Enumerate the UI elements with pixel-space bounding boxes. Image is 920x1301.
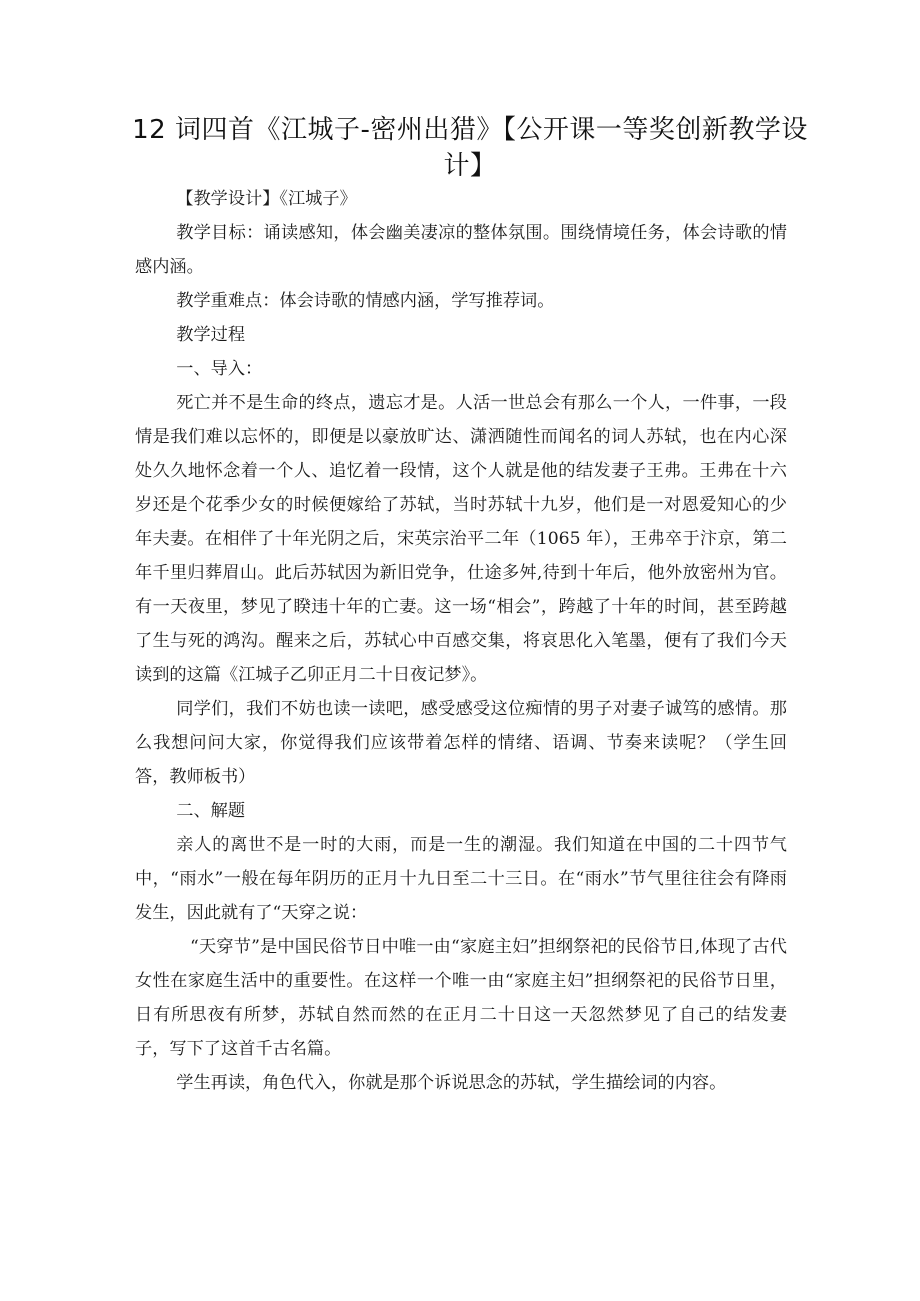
paragraph-tianchuan-festival: “天穿节”是中国民俗节日中唯一由“家庭主妇”担纲祭祀的民俗节日,体现了古代女性在家庭生活中的重要性。在这样一个唯一由“家庭主妇”担纲祭祀的民俗节日里，日有所思夜有所梦，苏轼自然而然的在正月二十日这一天忽然梦见了自己的结发妻子，写下了这首千古名篇。 (135, 937, 787, 1059)
heading-title-explanation: 二、解题 (176, 801, 246, 821)
document-title: 12 词四首《江城子-密州出猎》【公开课一等奖创新教学设计】 (132, 115, 808, 181)
paragraph-reading-prompt: 同学们，我们不妨也读一读吧，感受感受这位痴情的男子对妻子诚笃的感情。那么我想问问大家，你觉得我们应该带着怎样的情绪、语调、节奏来读呢？（学生回答，教师板书） (135, 699, 787, 787)
heading-process: 教学过程 (176, 325, 246, 345)
paragraph-objectives: 教学目标：诵读感知，体会幽美凄凉的整体氛围。围绕情境任务，体会诗歌的情感内涵。 (135, 223, 787, 277)
paragraph-key-points: 教学重难点：体会诗歌的情感内涵，学写推荐词。 (176, 291, 555, 311)
paragraph-reread: 学生再读，角色代入，你就是那个诉说思念的苏轼，学生描绘词的内容。 (176, 1073, 727, 1093)
heading-intro: 一、导入： (176, 359, 263, 379)
paragraph-intro-text: 死亡并不是生命的终点，遗忘才是。人活一世总会有那么一个人，一件事，一段情是我们难以忘怀的，即便是以豪放旷达、潇洒随性而闻名的词人苏轼，也在内心深处久久地怀念着一个人、追忆着一段情，这个人就是他的结发妻子王弗。王弗在十六岁还是个花季少女的时候便嫁给了苏轼，当时苏轼十九岁，他们是一对恩爱知心的少年夫妻。在相伴了十年光阴之后，宋英宗治平二年（1065 年），王弗卒于汴京，第二年千里归葬眉山。此后苏轼因为新旧党争，仕途多舛,待到十年后，他外放密州为官。有一天夜里，梦见了睽违十年的亡妻。这一场“相会”，跨越了十年的时间，甚至跨越了生与死的鸿沟。醒来之后，苏轼心中百感交集，将哀思化入笔墨，便有了我们今天读到的这篇《江城子乙卯正月二十日夜记梦》。 (135, 393, 787, 685)
document-body (135, 182, 787, 1100)
section-label-design: 【教学设计】《江城子》 (176, 189, 357, 209)
paragraph-rain-water: 亲人的离世不是一时的大雨，而是一生的潮湿。我们知道在中国的二十四节气中，“雨水”一般在每年阴历的正月十九日至二十三日。在“雨水”节气里往往会有降雨发生，因此就有了“天穿之说： (135, 835, 787, 923)
